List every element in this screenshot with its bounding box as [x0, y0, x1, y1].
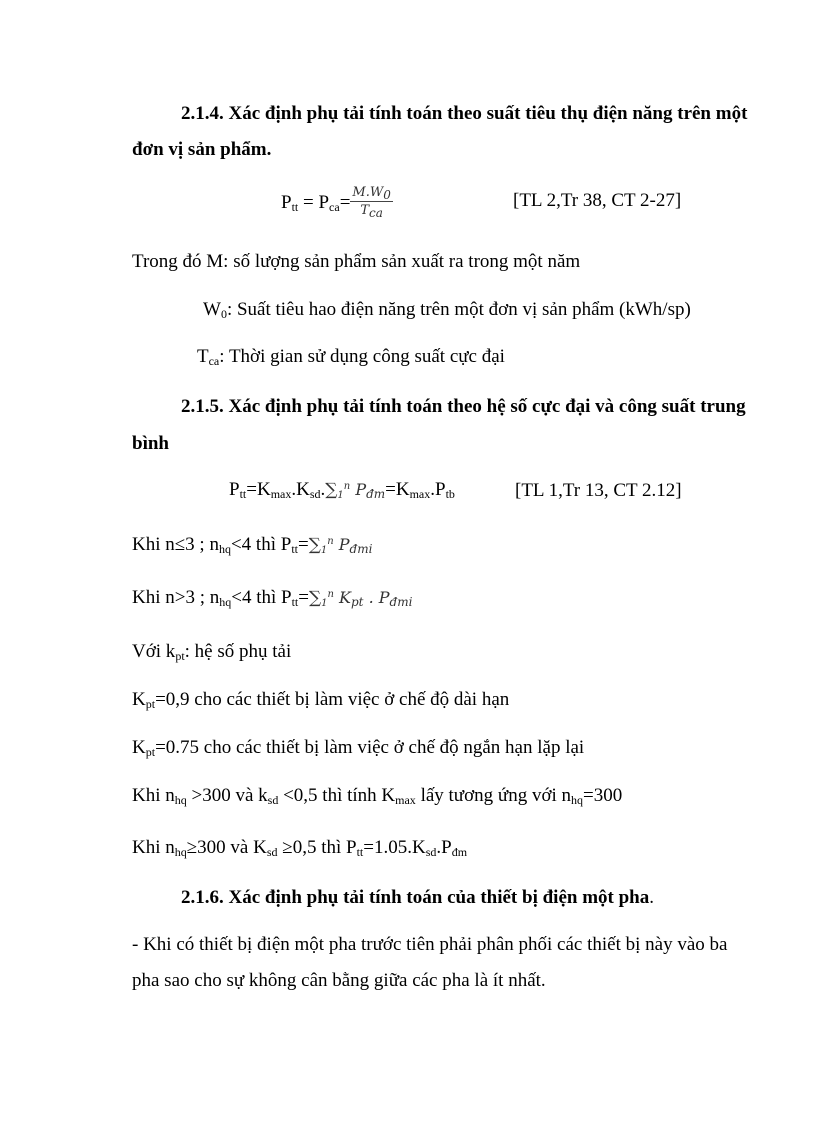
heading-2-1-4-line2: đơn vị sản phẩm.	[132, 139, 272, 160]
formula1-reference: [TL 2,Tr 38, CT 2-27]	[513, 190, 682, 211]
case-nhq-ge-300: Khi $n_{hq}\ge 300$ và $K_{sd} \ge 0,5$ thì $P_{tt}=1.05.K_{sd}.P_{đm}$	[132, 837, 468, 859]
formula-ptt-kmax: $P_{tt}=K_{max}.K_{sd}.\sum_1^n$ $P_{đm}=K_{max}.P_{tb}$	[229, 479, 455, 501]
heading-2-1-6: 2.1.6. Xác định phụ tải tính toán của thiết bị điện một pha.	[181, 887, 654, 908]
case-nhq-gt-300: Khi $n_{hq} >300$ và $k_{sd} <0,5$ thì tính $K_{max}$ lấy tương ứng với $n_{hq}=300$	[132, 785, 623, 807]
heading-2-1-5-line1: 2.1.5. Xác định phụ tải tính toán theo hệ số cực đại và công suất trung	[181, 396, 746, 417]
definition-tca: $T_{ca}$: Thời gian sử dụng công suất cực đại	[197, 346, 505, 368]
definition-m: Trong đó M: số lượng sản phẩm sản xuất ra trong một năm	[132, 251, 581, 272]
fraction: $\frac{M.W_0}{T_{ca}}$	[352, 185, 391, 220]
kpt-short-term: $K_{pt}=0.75$ cho các thiết bị làm việc ở chế độ ngắn hạn lặp lại	[132, 737, 585, 759]
case-n-gt-3: Khi n>3 ; $n_{hq}<4$ thì $P_{tt}=\sum_1^n$ $K_{pt}$ . $P_{đmi}$	[132, 587, 413, 609]
heading-2-1-4-line1: 2.1.4. Xác định phụ tải tính toán theo suất tiêu thụ điện năng trên một	[181, 103, 748, 124]
definition-w0: $W_0$: Suất tiêu hao điện năng trên một đơn vị sản phẩm (kWh/sp)	[203, 299, 691, 321]
formula-ptt-mw0: $P_{tt} = P_{ca}=$ $\frac{M.W_0}{T_{ca}}$	[281, 185, 391, 220]
kpt-long-term: $K_{pt}=0,9$ cho các thiết bị làm việc ở chế độ dài hạn	[132, 689, 510, 711]
kpt-definition: Với $k_{pt}$: hệ số phụ tải	[132, 641, 292, 663]
case-n-le-3: Khi n≤3 ; $n_{hq}<4$ thì $P_{tt}=\sum_1^n$ $P_{đmi}$	[132, 534, 373, 556]
heading-2-1-5-line2: bình	[132, 433, 169, 454]
formula2-reference: [TL 1,Tr 13, CT 2.12]	[515, 480, 682, 501]
paragraph-one-phase-line2: pha sao cho sự không cân bằng giữa các pha là ít nhất.	[132, 970, 546, 991]
paragraph-one-phase-line1: - Khi có thiết bị điện một pha trước tiên phải phân phối các thiết bị này vào ba	[132, 934, 728, 955]
